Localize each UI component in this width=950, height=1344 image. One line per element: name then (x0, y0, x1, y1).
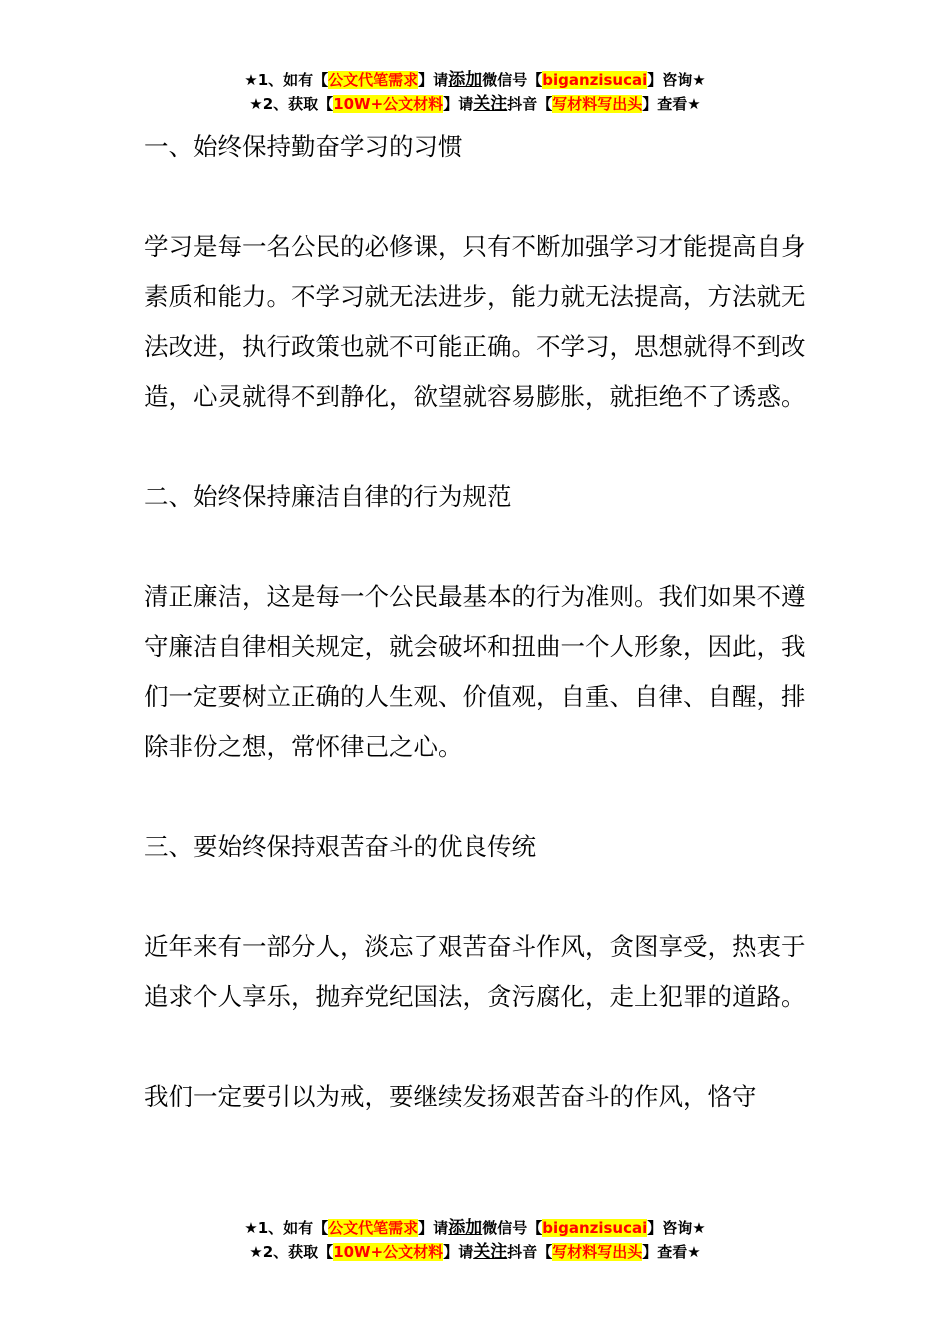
promo-line-2-mid: 】请 (443, 95, 474, 113)
promo-highlight-materials: 10W+公文材料 (333, 1243, 444, 1261)
promo-line-1-mid: 】请 (418, 1219, 449, 1237)
promo-line-1-suffix: 】咨询★ (647, 71, 706, 89)
header-promo-banner (0, 68, 950, 116)
promo-line-2-mid2: 抖音【 (507, 1243, 553, 1261)
promo-line-2-mid: 】请 (443, 1243, 474, 1261)
promo-emphasis-add: 添加 (448, 1218, 483, 1238)
promo-douyin-account: 写材料写出头 (552, 95, 643, 113)
promo-highlight-service: 公文代笔需求 (328, 71, 419, 89)
promo-line-1-prefix: ★1、如有【 (244, 1219, 329, 1237)
promo-line-2-prefix: ★2、获取【 (249, 1243, 334, 1261)
promo-line-2 (0, 1240, 950, 1264)
footer-promo-banner (0, 1216, 950, 1264)
section-heading-3: 三、要始终保持艰苦奋斗的优良传统 (144, 832, 536, 861)
promo-emphasis-add: 添加 (448, 70, 483, 90)
promo-line-2-suffix: 】查看★ (642, 95, 701, 113)
section-heading-2: 二、始终保持廉洁自律的行为规范 (144, 482, 512, 511)
promo-line-1 (0, 1216, 950, 1240)
promo-emphasis-follow: 关注 (473, 94, 508, 114)
promo-line-2-mid2: 抖音【 (507, 95, 553, 113)
paragraph-4: 我们一定要引以为戒，要继续发扬艰苦奋斗的作风，恪守 (144, 1082, 757, 1111)
promo-line-1-prefix: ★1、如有【 (244, 71, 329, 89)
promo-wechat-id: biganzisucai (542, 71, 648, 89)
promo-line-1-mid2: 微信号【 (482, 71, 543, 89)
paragraph-2: 清正廉洁，这是每一个公民最基本的行为准则。我们如果不遵守廉洁自律相关规定，就会破坏和扭曲一个人形象，因此，我们一定要树立正确的人生观、价值观，自重、自律、自醒，排除非份之想，常怀律己之心。 (144, 582, 806, 761)
promo-line-2-suffix: 】查看★ (642, 1243, 701, 1261)
section-heading-1: 一、始终保持勤奋学习的习惯 (144, 132, 463, 161)
paragraph-3: 近年来有一部分人，淡忘了艰苦奋斗作风，贪图享受，热衷于追求个人享乐，抛弃党纪国法，贪污腐化，走上犯罪的道路。 (144, 932, 806, 1011)
promo-highlight-materials: 10W+公文材料 (333, 95, 444, 113)
promo-douyin-account: 写材料写出头 (552, 1243, 643, 1261)
promo-line-1-mid: 】请 (418, 71, 449, 89)
promo-line-1-mid2: 微信号【 (482, 1219, 543, 1237)
promo-wechat-id: biganzisucai (542, 1219, 648, 1237)
promo-line-2-prefix: ★2、获取【 (249, 95, 334, 113)
promo-emphasis-follow: 关注 (473, 1242, 508, 1262)
document-body (144, 122, 808, 1122)
promo-line-1-suffix: 】咨询★ (647, 1219, 706, 1237)
promo-line-2 (0, 92, 950, 116)
paragraph-1: 学习是每一名公民的必修课，只有不断加强学习才能提高自身素质和能力。不学习就无法进步，能力就无法提高，方法就无法改进，执行政策也就不可能正确。不学习，思想就得不到改造，心灵就得不到静化，欲望就容易膨胀，就拒绝不了诱惑。 (144, 232, 806, 411)
promo-line-1 (0, 68, 950, 92)
promo-highlight-service: 公文代笔需求 (328, 1219, 419, 1237)
